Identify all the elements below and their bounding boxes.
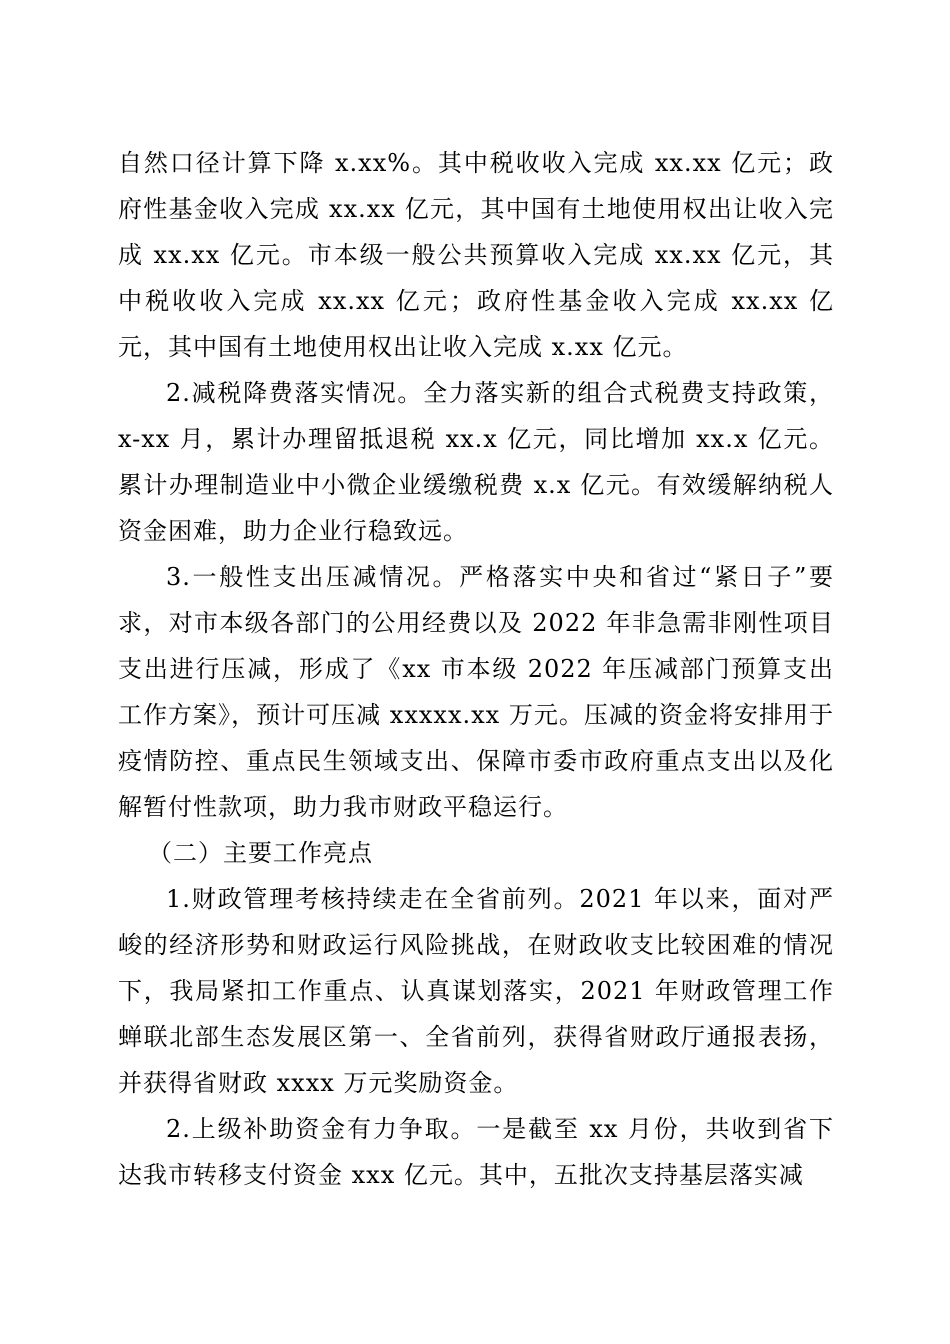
document-body: [118, 140, 834, 1198]
section-heading: （二）主要工作亮点: [148, 839, 373, 867]
paragraph-revenue-continuation: 自然口径计算下降 x.xx%。其中税收收入完成 xx.xx 亿元；政府性基金收入完成 xx.xx 亿元，其中国有土地使用权出让收入完成 xx.xx 亿元。市本级一般公共预算收入完成 xx.xx 亿元，其中税收收入完成 xx.xx 亿元；政府性基金收入完成 xx.xx 亿元，其中国有土地使用权出让收入完成 x.xx 亿元。: [118, 149, 834, 361]
paragraph-tax-reduction: 2.减税降费落实情况。全力落实新的组合式税费支持政策，x-xx 月，累计办理留抵退税 xx.x 亿元，同比增加 xx.x 亿元。累计办理制造业中小微企业缓缴税费 x.x 亿元。有效缓解纳税人资金困难，助力企业行稳致远。: [118, 379, 834, 545]
paragraph-subsidies: 2.上级补助资金有力争取。一是截至 xx 月份，共收到省下达我市转移支付资金 xxx 亿元。其中，五批次支持基层落实减: [118, 1115, 834, 1189]
paragraph-spending-cuts: 3.一般性支出压减情况。严格落实中央和省过“紧日子”要求，对市本级各部门的公用经费以及 2022 年非急需非刚性项目支出进行压减，形成了《xx 市本级 2022 年压减部门预算支出工作方案》，预计可压减 xxxxx.xx 万元。压减的资金将安排用于疫情防控、重点民生领域支出、保障市委市政府重点支出以及化解暂付性款项，助力我市财政平稳运行。: [118, 563, 834, 821]
paragraph-assessment: 1.财政管理考核持续走在全省前列。2021 年以来，面对严峻的经济形势和财政运行风险挑战，在财政收支比较困难的情况下，我局紧扣工作重点、认真谋划落实，2021 年财政管理工作蝉联北部生态发展区第一、全省前列，获得省财政厅通报表扬，并获得省财政 xxxx 万元奖励资金。: [118, 885, 834, 1097]
